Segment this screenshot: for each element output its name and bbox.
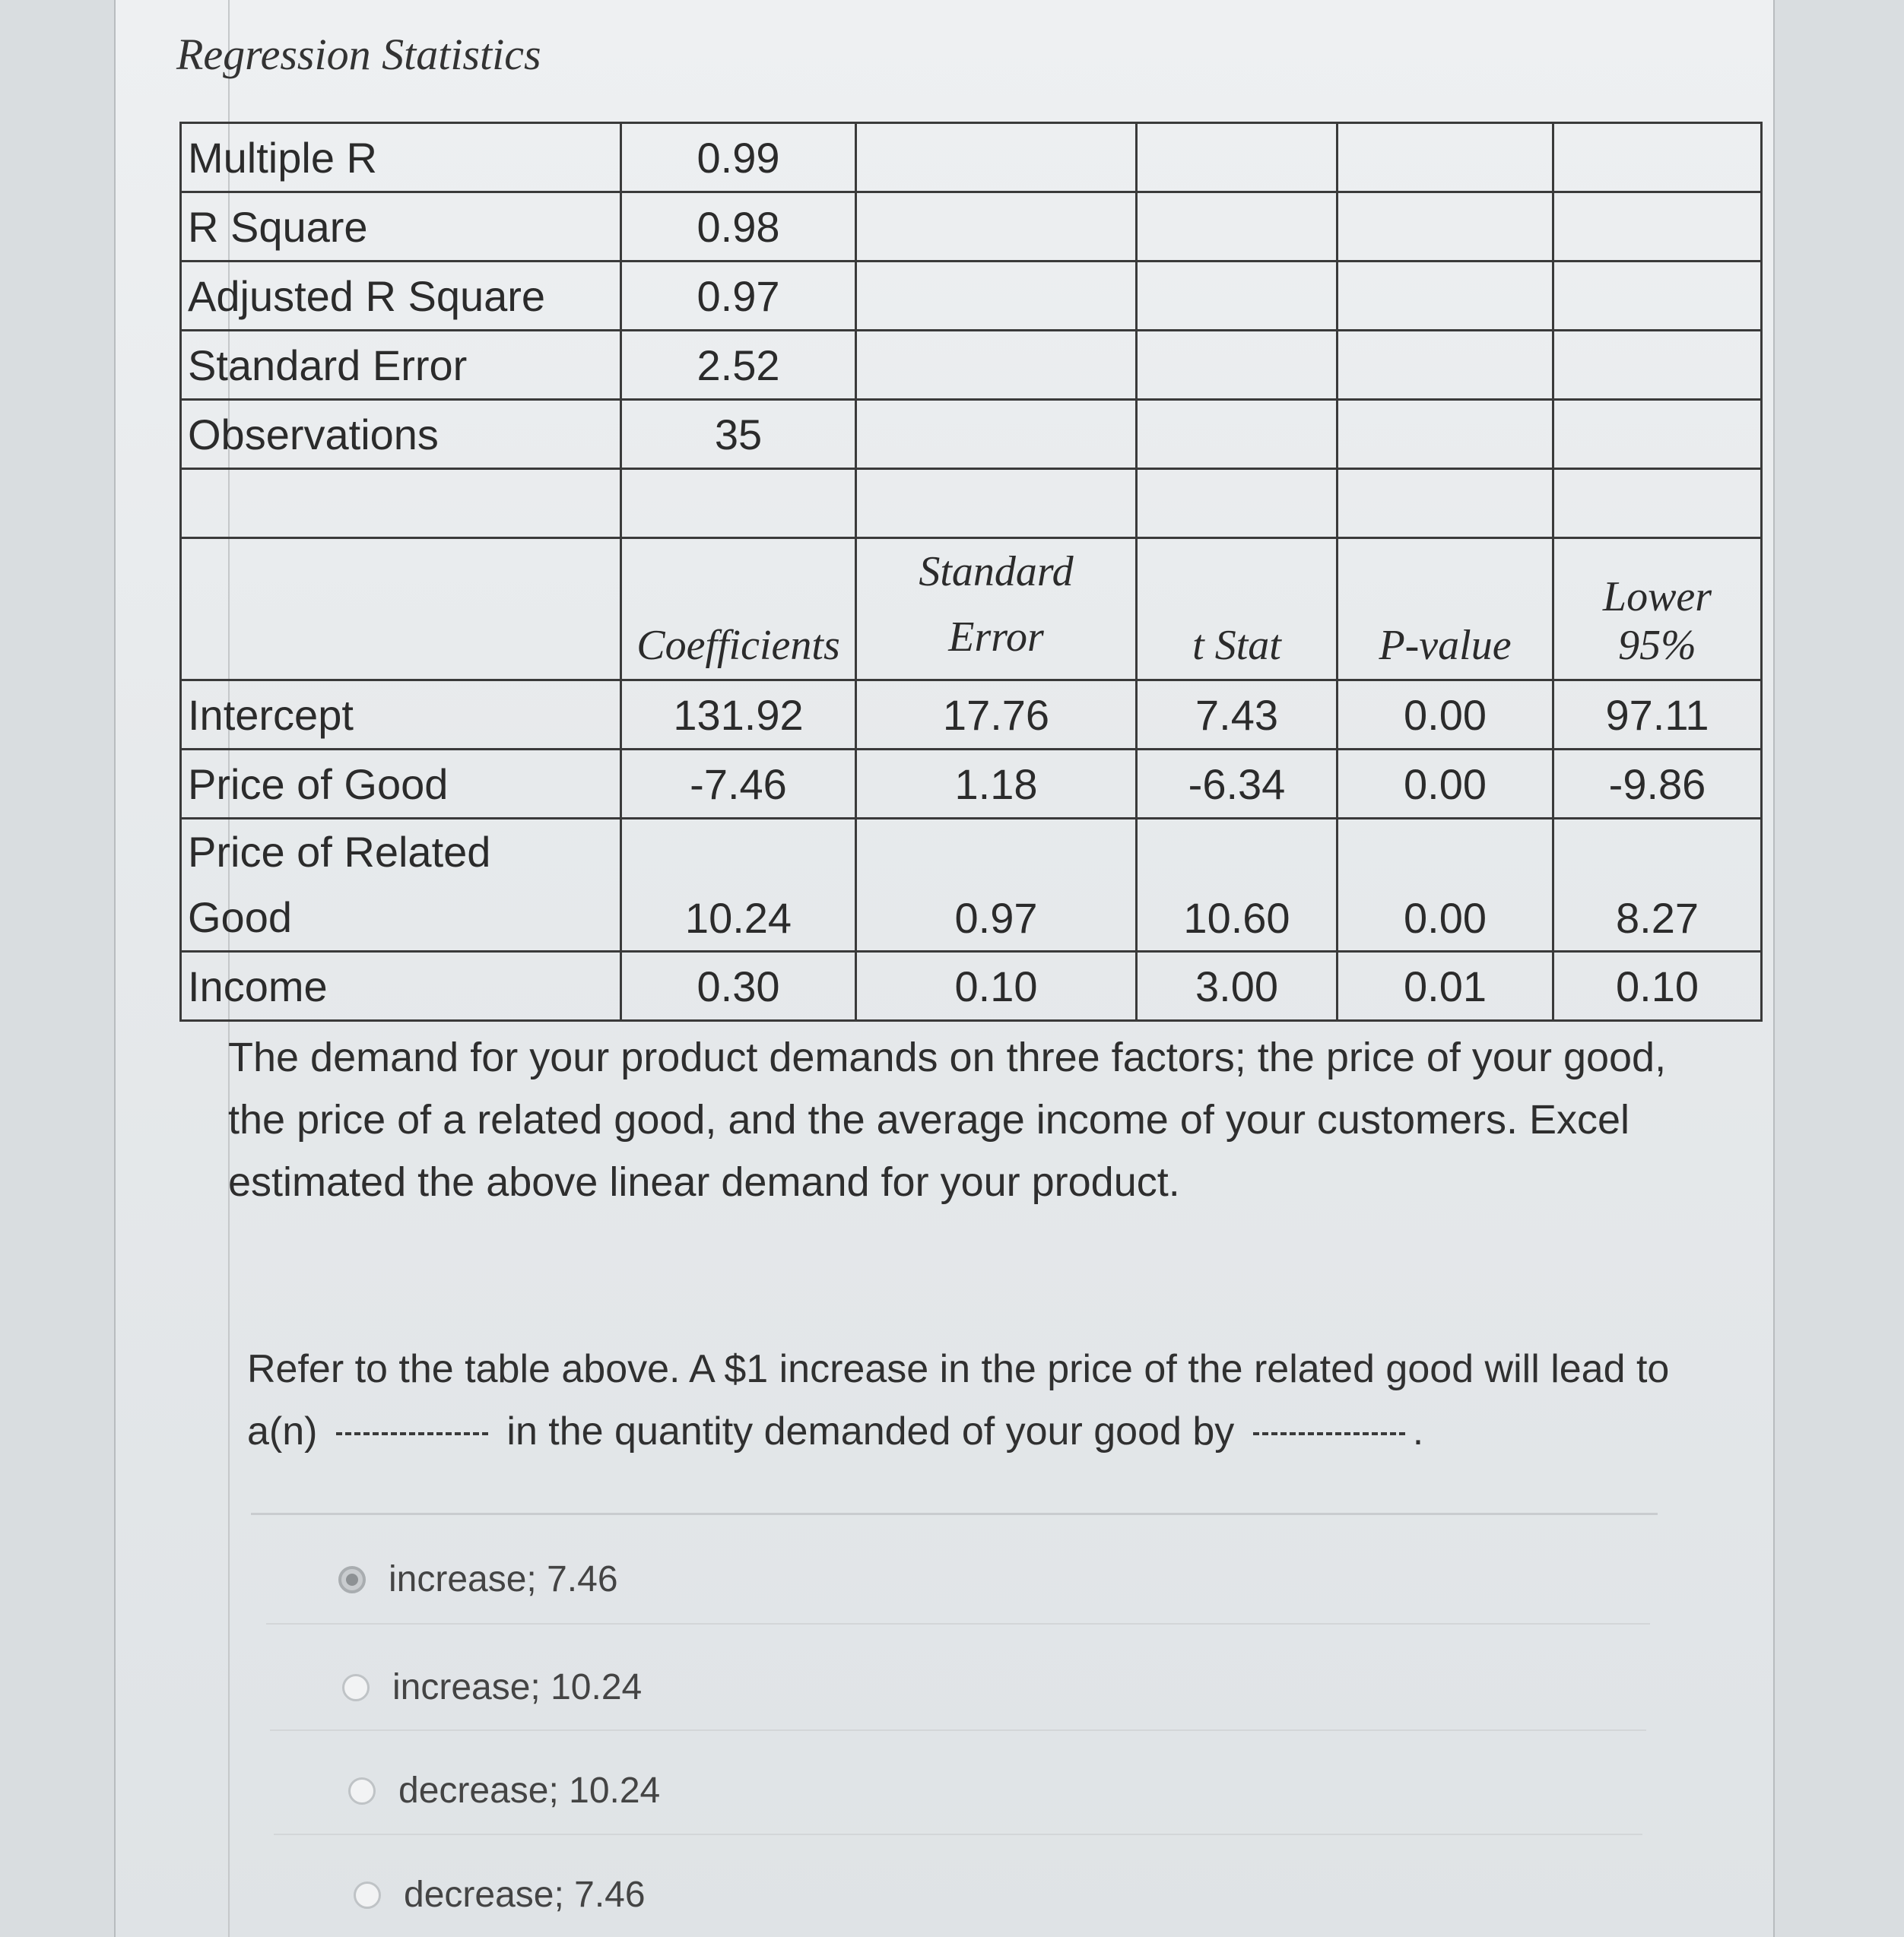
answer-blank (1253, 1432, 1405, 1435)
header-lower-95: Lower 95% (1553, 538, 1762, 680)
table-row (181, 262, 1762, 331)
row-label: Price of Good (181, 750, 621, 819)
divider (270, 1729, 1646, 1731)
empty-cell (1137, 469, 1338, 538)
divider (266, 1623, 1650, 1625)
radio-selected-icon[interactable] (338, 1566, 366, 1593)
empty-cell (1338, 123, 1553, 192)
header-standard-error-line2: Error (948, 613, 1044, 661)
t-value: -6.34 (1137, 750, 1338, 819)
p-value: 0.00 (1338, 819, 1553, 952)
row-label (181, 819, 621, 952)
row-value: 0.99 (621, 123, 856, 192)
empty-cell (1137, 123, 1338, 192)
divider (251, 1513, 1658, 1515)
row-value: 35 (621, 400, 856, 469)
empty-cell (1553, 400, 1762, 469)
p-value: 0.00 (1338, 680, 1553, 750)
empty-cell (856, 469, 1137, 538)
radio-icon[interactable] (342, 1674, 370, 1701)
table-row-blank (181, 469, 1762, 538)
row-label: Standard Error (181, 331, 621, 400)
radio-icon[interactable] (348, 1777, 376, 1805)
p-value: 0.01 (1338, 952, 1553, 1021)
answer-option-3[interactable] (348, 1770, 660, 1812)
row-label: R Square (181, 192, 621, 262)
row-label-line2: Good (188, 893, 292, 941)
empty-cell (181, 469, 621, 538)
lower-value: 0.10 (1553, 952, 1762, 1021)
lower-value: 97.11 (1553, 680, 1762, 750)
row-label: Intercept (181, 680, 621, 750)
coef-value: 10.24 (621, 819, 856, 952)
empty-cell (1137, 192, 1338, 262)
t-value: 10.60 (1137, 819, 1338, 952)
row-value: 0.98 (621, 192, 856, 262)
answer-option-2[interactable] (342, 1666, 642, 1708)
row-label: Observations (181, 400, 621, 469)
regression-table (179, 122, 1763, 1022)
option-label: increase; 7.46 (389, 1559, 618, 1599)
header-standard-error (856, 538, 1137, 680)
empty-cell (181, 538, 621, 680)
empty-cell (1137, 400, 1338, 469)
lower-value: -9.86 (1553, 750, 1762, 819)
empty-cell (856, 400, 1137, 469)
table-row (181, 331, 1762, 400)
header-standard-error-line1: Standard (919, 548, 1074, 595)
option-label: decrease; 10.24 (398, 1771, 661, 1811)
row-value: 2.52 (621, 331, 856, 400)
se-value: 0.10 (856, 952, 1137, 1021)
t-value: 7.43 (1137, 680, 1338, 750)
answer-option-1[interactable] (338, 1558, 618, 1600)
empty-cell (856, 123, 1137, 192)
question-text (247, 1338, 1677, 1463)
header-coefficients: Coefficients (621, 538, 856, 680)
se-value: 17.76 (856, 680, 1137, 750)
row-label-line1: Price of Related (188, 828, 491, 876)
radio-icon[interactable] (354, 1882, 381, 1909)
coef-value: -7.46 (621, 750, 856, 819)
answer-option-4[interactable] (354, 1874, 646, 1916)
option-label: decrease; 7.46 (404, 1875, 646, 1915)
answer-blank (336, 1432, 488, 1435)
question-part3: . (1412, 1409, 1424, 1454)
table-row (181, 192, 1762, 262)
se-value: 1.18 (856, 750, 1137, 819)
row-value: 0.97 (621, 262, 856, 331)
question-part2: in the quantity demanded of your good by (506, 1409, 1235, 1454)
empty-cell (1137, 331, 1338, 400)
empty-cell (1338, 469, 1553, 538)
empty-cell (1553, 123, 1762, 192)
coef-value: 131.92 (621, 680, 856, 750)
table-row (181, 400, 1762, 469)
table-row (181, 750, 1762, 819)
empty-cell (1553, 469, 1762, 538)
coef-value: 0.30 (621, 952, 856, 1021)
table-row (181, 819, 1762, 952)
empty-cell (856, 192, 1137, 262)
table-row (181, 123, 1762, 192)
empty-cell (1338, 262, 1553, 331)
header-t-stat: t Stat (1137, 538, 1338, 680)
table-row (181, 680, 1762, 750)
row-label: Multiple R (181, 123, 621, 192)
empty-cell (1553, 262, 1762, 331)
problem-description: The demand for your product demands on three factors; the price of your good, the price of a related good, and the average income of your customers. Excel estimated the above linear demand for your product. (228, 1035, 1667, 1205)
coefficients-header-row (181, 538, 1762, 680)
empty-cell (621, 469, 856, 538)
p-value: 0.00 (1338, 750, 1553, 819)
lower-value: 8.27 (1553, 819, 1762, 952)
empty-cell (1553, 331, 1762, 400)
empty-cell (1553, 192, 1762, 262)
empty-cell (856, 262, 1137, 331)
empty-cell (1338, 192, 1553, 262)
question-part1: Refer to the table above. A $1 increase in the price of the related good will lead to a(n) (247, 1347, 1670, 1454)
table-row (181, 952, 1762, 1021)
empty-cell (856, 331, 1137, 400)
table-title: Regression Statistics (176, 30, 541, 79)
empty-cell (1338, 400, 1553, 469)
se-value: 0.97 (856, 819, 1137, 952)
row-label: Income (181, 952, 621, 1021)
header-p-value: P-value (1338, 538, 1553, 680)
option-label: increase; 10.24 (392, 1667, 643, 1707)
row-label: Adjusted R Square (181, 262, 621, 331)
empty-cell (1338, 331, 1553, 400)
t-value: 3.00 (1137, 952, 1338, 1021)
divider (274, 1834, 1642, 1835)
empty-cell (1137, 262, 1338, 331)
